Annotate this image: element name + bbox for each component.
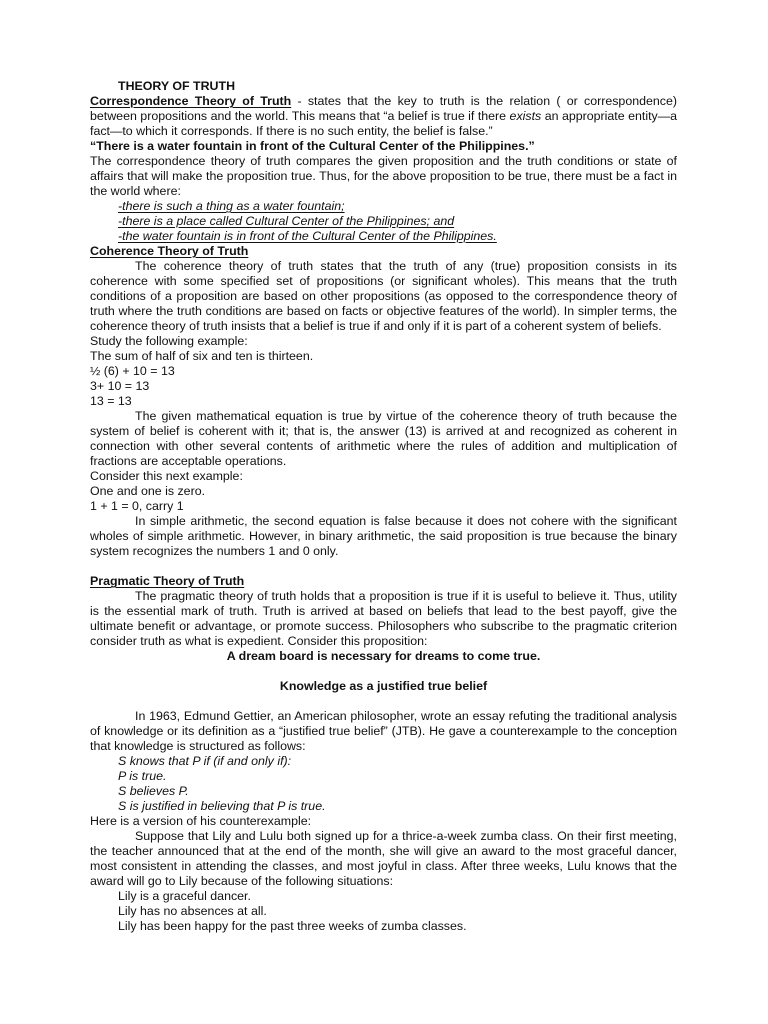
pragmatic-paragraph: The pragmatic theory of truth holds that a proposition is true if it is useful to believe it. Thus, utility is the essential mark of truth. Truth is arrived at based on beliefs that lead to the best payoff, give the ultimate benefit or advantage, or promote success. Philosophers who subscribe to the pragmatic criterion consider truth as what is expedient. Consider this proposition: [90, 589, 677, 648]
coherence-line: 3+ 10 = 13 [90, 379, 150, 393]
jtb-version-line: Here is a version of his counterexample: [90, 814, 312, 828]
jtb-condition: P is true. [118, 769, 167, 783]
spacer [90, 694, 677, 709]
jtb-situations [90, 889, 677, 934]
coherence-line: 1 + 1 = 0, carry 1 [90, 499, 184, 513]
correspondence-definition [90, 94, 677, 139]
coherence-paragraph-2: The given mathematical equation is true by virtue of the coherence theory of truth because the system of belief is coherent with it; that is, the answer (13) is arrived at and recognized as coherent in connection with other several contents of arithmetic where the rules of addition and multiplication of fractions are acceptable operations. [90, 409, 677, 468]
coherence-line: 13 = 13 [90, 394, 132, 408]
correspondence-def-exists: exists [509, 109, 542, 123]
correspondence-def-part-a: - states that the key to truth is the relation ( or correspondence) between propositions and the world. This means that “a belief is true if there [90, 94, 677, 123]
jtb-story: Suppose that Lily and Lulu both signed up for a thrice-a-week zumba class. On their first meeting, the teacher announced that at the end of the month, she will give an award to the most graceful dancer, most consistent in attending the classes, and most joyful in class. After three weeks, Lulu knows that the award will go to Lily because of the following situations: [90, 829, 677, 888]
document-title: THEORY OF TRUTH [118, 79, 236, 93]
coherence-paragraph-3: In simple arithmetic, the second equation is false because it does not cohere with the significant wholes of simple arithmetic. However, in binary arithmetic, the said proposition is true because the binary system recognizes the numbers 1 and 0 only. [90, 514, 677, 558]
jtb-condition: S believes P. [118, 784, 189, 798]
jtb-situation: Lily has been happy for the past three weeks of zumba classes. [118, 919, 467, 933]
correspondence-def-part-b: an appropriate entity—a fact—to which it corresponds. If there is no such entity, the belief is false.” [90, 109, 677, 138]
jtb-conditions [90, 754, 677, 814]
jtb-condition: S is justified in believing that P is true. [118, 799, 326, 813]
pragmatic-heading: Pragmatic Theory of Truth [90, 574, 245, 588]
correspondence-paragraph: The correspondence theory of truth compares the given proposition and the truth conditions or state of affairs that will make the proposition true. Thus, for the above proposition to be true, there must be a fact in the world where: [90, 154, 677, 198]
jtb-paragraph: In 1963, Edmund Gettier, an American philosopher, wrote an essay refuting the traditional analysis of knowledge or its definition as a “justified true belief” (JTB). He gave a counterexample to the conception that knowledge is structured as follows: [90, 709, 677, 753]
pragmatic-proposition: A dream board is necessary for dreams to come true. [226, 649, 541, 663]
coherence-paragraph-1: The coherence theory of truth states that the truth of any (true) proposition consists in its coherence with some specified set of propositions (or significant wholes). This means that the truth conditions of a proposition are based on other propositions (as opposed to the correspondence theory of truth where the truth conditions are based on facts or objective features of the world). In simpler terms, the coherence theory of truth insists that a belief is true if and only if it is part of a coherent system of beliefs. [90, 259, 677, 333]
spacer [90, 664, 677, 679]
correspondence-condition: -the water fountain is in front of the Cultural Center of the Philippines. [118, 229, 497, 243]
jtb-situation: Lily is a graceful dancer. [118, 889, 251, 903]
correspondence-example: “There is a water fountain in front of the Cultural Center of the Philippines.” [90, 139, 535, 153]
coherence-line: One and one is zero. [90, 484, 206, 498]
jtb-situation: Lily has no absences at all. [118, 904, 267, 918]
coherence-line: Study the following example: [90, 334, 248, 348]
jtb-condition: S knows that P if (if and only if): [118, 754, 292, 768]
coherence-heading: Coherence Theory of Truth [90, 244, 249, 258]
coherence-line: The sum of half of six and ten is thirteen. [90, 349, 314, 363]
jtb-heading: Knowledge as a justified true belief [279, 679, 488, 693]
correspondence-heading: Correspondence Theory of Truth [90, 94, 292, 108]
spacer [90, 559, 677, 574]
correspondence-condition: -there is a place called Cultural Center of the Philippines; and [118, 214, 455, 228]
coherence-line: ½ (6) + 10 = 13 [90, 364, 175, 378]
coherence-line: Consider this next example: [90, 469, 243, 483]
correspondence-condition: -there is such a thing as a water fountain; [118, 199, 345, 213]
correspondence-conditions [90, 199, 677, 244]
